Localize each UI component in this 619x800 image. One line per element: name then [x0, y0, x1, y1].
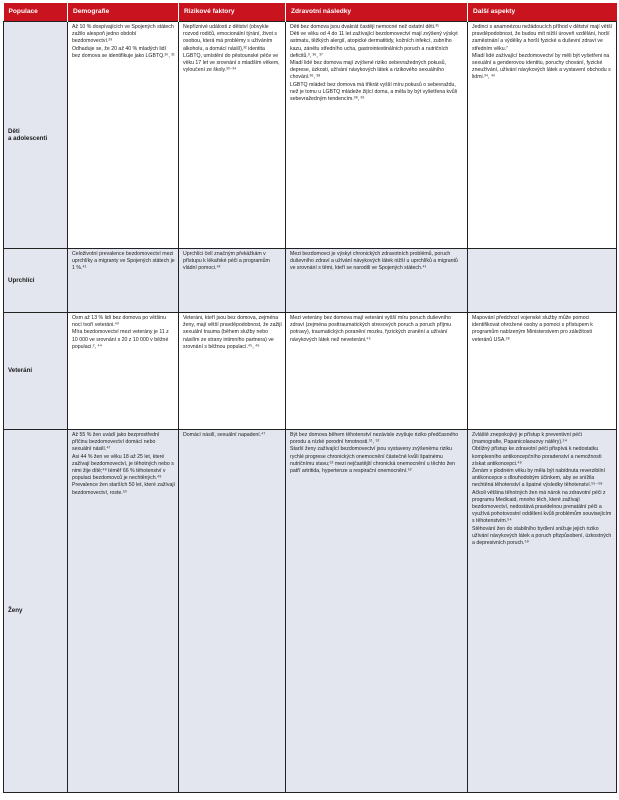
- dalsi-aspekty-cell: Jedinci s anamnézou nežádoucích příhod v dětství mají větší pravděpodobnost, že budou mít nižší úroveň vzdělání, horší zaměstnání a výdělky a horší fyzické a duševní zdraví ve středním věku.⁷ Mladí lidé zažívající bezdomovectví by měli být vyšetřeni na sexuální a genderovou identitu, poruchy chování, fyzické zneužívání, užívání návykových látek a vystavení obchodu s lidmi.³⁴, ⁴⁰: [468, 22, 617, 249]
- header-dalsi-aspekty: Další aspekty: [468, 3, 617, 22]
- rizikove-faktory-cell: Veteráni, kteří jsou bez domova, zejména ženy, mají větší pravděpodobnost, že zažijí sexuální trauma (během služby nebo násilím ze strany intimního partnera) ve srovnání s běžnou populací.⁴⁵, ⁴⁶: [179, 313, 286, 430]
- demografie-cell: Osm až 13 % lidí bez domova po většinu nocí tvoří veteráni.⁴³ Míra bezdomovectví mezi veterány je 11 z 10 000 ve srovnání s 20 z 10 000 v běžné populaci.², ⁴⁴: [68, 313, 179, 430]
- population-health-table: [3, 3, 617, 793]
- rizikove-faktory-cell: Uprchlíci čelí značným překážkám v přístupu k lékařské péči a programům vládní pomoci.⁴²: [179, 249, 286, 313]
- table-row: [4, 313, 617, 430]
- zdravotni-nasledky-cell: Mezi veterány bez domova mají veteráni vyšší míru poruch duševního zdraví (zejména posttraumatických stresových poruch a poruch příjmu potravy), traumatických poranění mozku, fyzických zranění a užívání návykových látek než neveteráni.⁴⁵: [286, 313, 468, 430]
- population-label: Veteráni: [4, 313, 68, 430]
- zdravotni-nasledky-cell: Být bez domova během těhotenství nezávisle zvyšuje riziko předčasného porodu a nízké porodní hmotnosti.⁵¹, ⁵² Starší ženy zažívající bezdomovectví jsou vystaveny zvýšenému riziku rychlé progrese chronických onemocnění částečně kvůli špatnému nutričnímu stavu;⁵² mezi nejčastější chronická onemocnění u těchto žen patří artritida, hypertenze a respirační onemocnění.⁵³: [286, 430, 468, 793]
- header-demografie: Demografie: [68, 3, 179, 22]
- dalsi-aspekty-cell: Zvláště znepokojivý je přístup k preventivní péči (mamografie, Papanicolaouovy nátěry).⁵⁴ Obtížný přístup ke zdravotní péči přispívá k nedostatku komplexního antikoncepčního poradenství a nemožnosti získat antikoncepci.⁴⁹ Ženám v plodném věku by měla být nabídnuta reverzibilní antikoncepce s dlouhodobým účinkem, aby se snížila nechtěná těhotenství a špatné výsledky těhotenství.⁵⁵⁻⁵⁸ Ačkoli většina těhotných žen má nárok na zdravotní péči z programu Medicaid, mnoho těch, které zažívají bezdomovectví, nedostává pravidelnou prenatální péči a využívá pohotovostní oddělení kvůli problémům souvisejícím s těhotenstvím.⁵⁴ Stěhování žen do stabilního bydlení snižuje jejich riziko užívání návykových látek a poruch přizpůsobení, úzkostných a depresivních poruch.⁵⁹: [468, 430, 617, 793]
- demografie-cell: Až 55 % žen uvádí jako bezprostřední příčinu bezdomovectví domácí nebo sexuální násilí.⁴⁷ Asi 44 % žen ve věku 18 až 25 let, které zažívají bezdomovectví, je těhotných nebo s nimi žije dítě;⁴⁸ téměř 66 % těhotenství v populaci bezdomovců je nechtěných.⁴⁹ Prevalence žen starších 50 let, které zažívají bezdomovectví, roste.⁵⁰: [68, 430, 179, 793]
- table-row: [4, 430, 617, 793]
- header-row: [4, 3, 617, 22]
- zdravotni-nasledky-cell: Mezi bezdomovci je výskyt chronických zdravotních problémů, poruch duševního zdraví a užívání návykových látek nižší u uprchlíků a migrantů ve srovnání s těmi, kteří se narodili ve Spojených státech.⁴¹: [286, 249, 468, 313]
- population-label: Děti a adolescenti: [4, 22, 68, 249]
- demografie-cell: Celoživotní prevalence bezdomovectví mezi uprchlíky a migranty ve Spojených státech je 1 %.⁴¹: [68, 249, 179, 313]
- dalsi-aspekty-cell: Mapování předchozí vojenské služby může pomoci identifikovat ohrožené osoby a pomoci s přístupem k programům nabízeným Ministerstvem pro záležitosti veteránů USA.²⁸: [468, 313, 617, 430]
- rizikove-faktory-cell: Nepříznivé události z dětství (obvykle rozvod rodičů, emocionální týrání, život s osobou, která má problémy s užíváním alkoholu, a domácí násilí),³² identita LGBTQ, umístění do pěstounské péče ve věku 17 let ve srovnání s mladším věkem, vyloučení ze školy.³³⁻³⁴: [179, 22, 286, 249]
- zdravotni-nasledky-cell: Děti bez domova jsou dvakrát častěji nemocné než ostatní děti.³⁵ Děti ve věku od 4 do 11 let zažívající bezdomovectví mají zvýšený výskyt astmatu, těžkých alergií, atopické dermatitidy, kožních infekcí, zubního kazu, zánětu středního ucha, gastrointestinálních poruch a nutričních deficitů.³, ³⁶, ³⁷ Mladí lidé bez domova mají zvýšené riziko sebevražedných pokusů, deprese, úzkosti, užívání návykových látek a rizikového sexuálního chování.³⁶, ³⁸ LGBTQ mládež bez domova má třikrát vyšší míru pokusů o sebevraždu, než je tomu u LGBTQ mládeže žijící doma, a měla by být vyšetřena kvůli sebevražedným tendencím.³⁸, ³⁹: [286, 22, 468, 249]
- demografie-cell: Až 10 % dospívajících ve Spojených státech zažilo alespoň jedno období bezdomovectví.²⁹ Odhaduje se, že 20 až 40 % mladých lidí bez domova se identifikuje jako LGBTQ.³⁰, ³¹: [68, 22, 179, 249]
- table-row: [4, 249, 617, 313]
- table-row: [4, 22, 617, 249]
- population-label: Uprchlíci: [4, 249, 68, 313]
- header-zdravotni-nasledky: Zdravotní následky: [286, 3, 468, 22]
- rizikove-faktory-cell: Domácí násilí, sexuální napadení.⁴⁷: [179, 430, 286, 793]
- header-populace: Populace: [4, 3, 68, 22]
- population-label: Ženy: [4, 430, 68, 793]
- header-rizikove-faktory: Rizikové faktory: [179, 3, 286, 22]
- dalsi-aspekty-cell: [468, 249, 617, 313]
